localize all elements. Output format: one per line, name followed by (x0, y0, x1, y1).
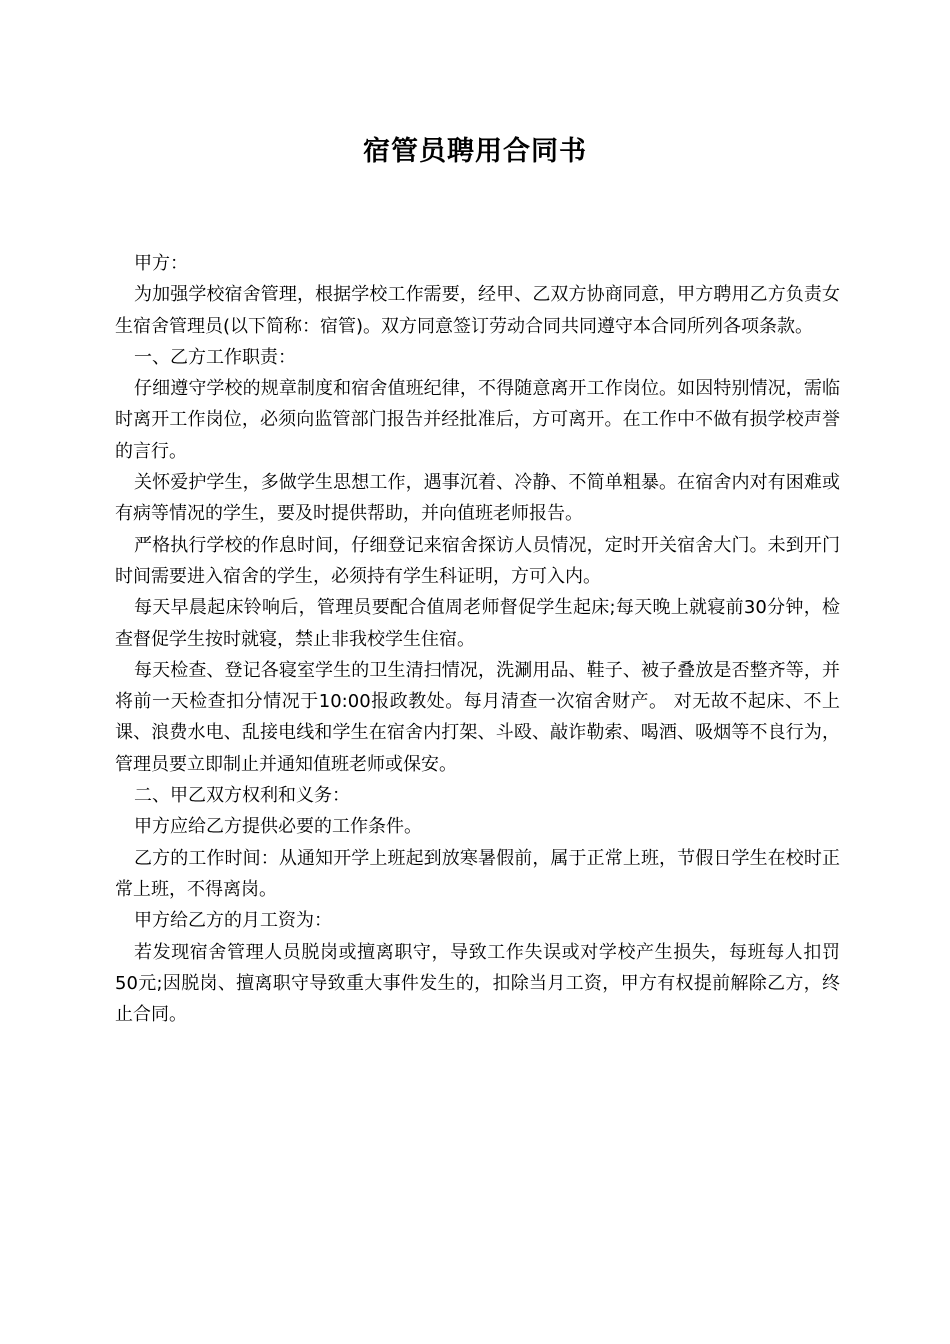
paragraph-duty-wakeup: 每天早晨起床铃响后，管理员要配合值周老师督促学生起床;每天晚上就寝前30分钟，检查督促学生按时就寝，禁止非我校学生住宿。 (115, 597, 840, 650)
document-title: 宿管员聘用合同书 (363, 136, 587, 167)
paragraph-salary: 甲方给乙方的月工资为： (134, 910, 332, 932)
paragraph-duty-schedule: 严格执行学校的作息时间，仔细登记来宿舍探访人员情况，定时开关宿舍大门。未到开门时间需要进入宿舍的学生，必须持有学生科证明，方可入内。 (115, 534, 840, 587)
paragraph-penalty: 若发现宿舍管理人员脱岗或擅离职守，导致工作失误或对学校产生损失，每班每人扣罚50元;因脱岗、擅离职守导致重大事件发生的，扣除当月工资，甲方有权提前解除乙方，终止合同。 (115, 941, 840, 1026)
section-heading-rights: 二、甲乙双方权利和义务： (134, 785, 350, 807)
paragraph-work-hours: 乙方的工作时间：从通知开学上班起到放寒暑假前，属于正常上班，节假日学生在校时正常上班，不得离岗。 (115, 847, 840, 900)
paragraph-duty-care: 关怀爱护学生，多做学生思想工作，遇事沉着、冷静、不简单粗暴。在宿舍内对有困难或有病等情况的学生，要及时提供帮助，并向值班老师报告。 (115, 472, 840, 525)
section-heading-duties: 一、乙方工作职责： (134, 346, 296, 368)
paragraph-work-conditions: 甲方应给乙方提供必要的工作条件。 (134, 816, 422, 838)
document-body (115, 248, 840, 1030)
paragraph-duty-inspection: 每天检查、登记各寝室学生的卫生清扫情况，洗涮用品、鞋子、被子叠放是否整齐等，并将前一天检查扣分情况于10:00报政教处。每月清查一次宿舍财产。 对无故不起床、不上课、浪费水电、乱接电线和学生在宿舍内打架、斗殴、敲诈勒索、喝酒、吸烟等不良行为，管理员要立即制止并通知值班老师或保安。 (115, 659, 840, 775)
paragraph-preamble: 为加强学校宿舍管理，根据学校工作需要，经甲、乙双方协商同意，甲方聘用乙方负责女生宿舍管理员(以下简称：宿管)。双方同意签订劳动合同共同遵守本合同所列各项条款。 (115, 284, 840, 337)
paragraph-duty-rules: 仔细遵守学校的规章制度和宿舍值班纪律，不得随意离开工作岗位。如因特别情况，需临时离开工作岗位，必须向监管部门报告并经批准后，方可离开。在工作中不做有损学校声誉的言行。 (115, 378, 840, 462)
paragraph-party-a: 甲方： (134, 253, 188, 274)
